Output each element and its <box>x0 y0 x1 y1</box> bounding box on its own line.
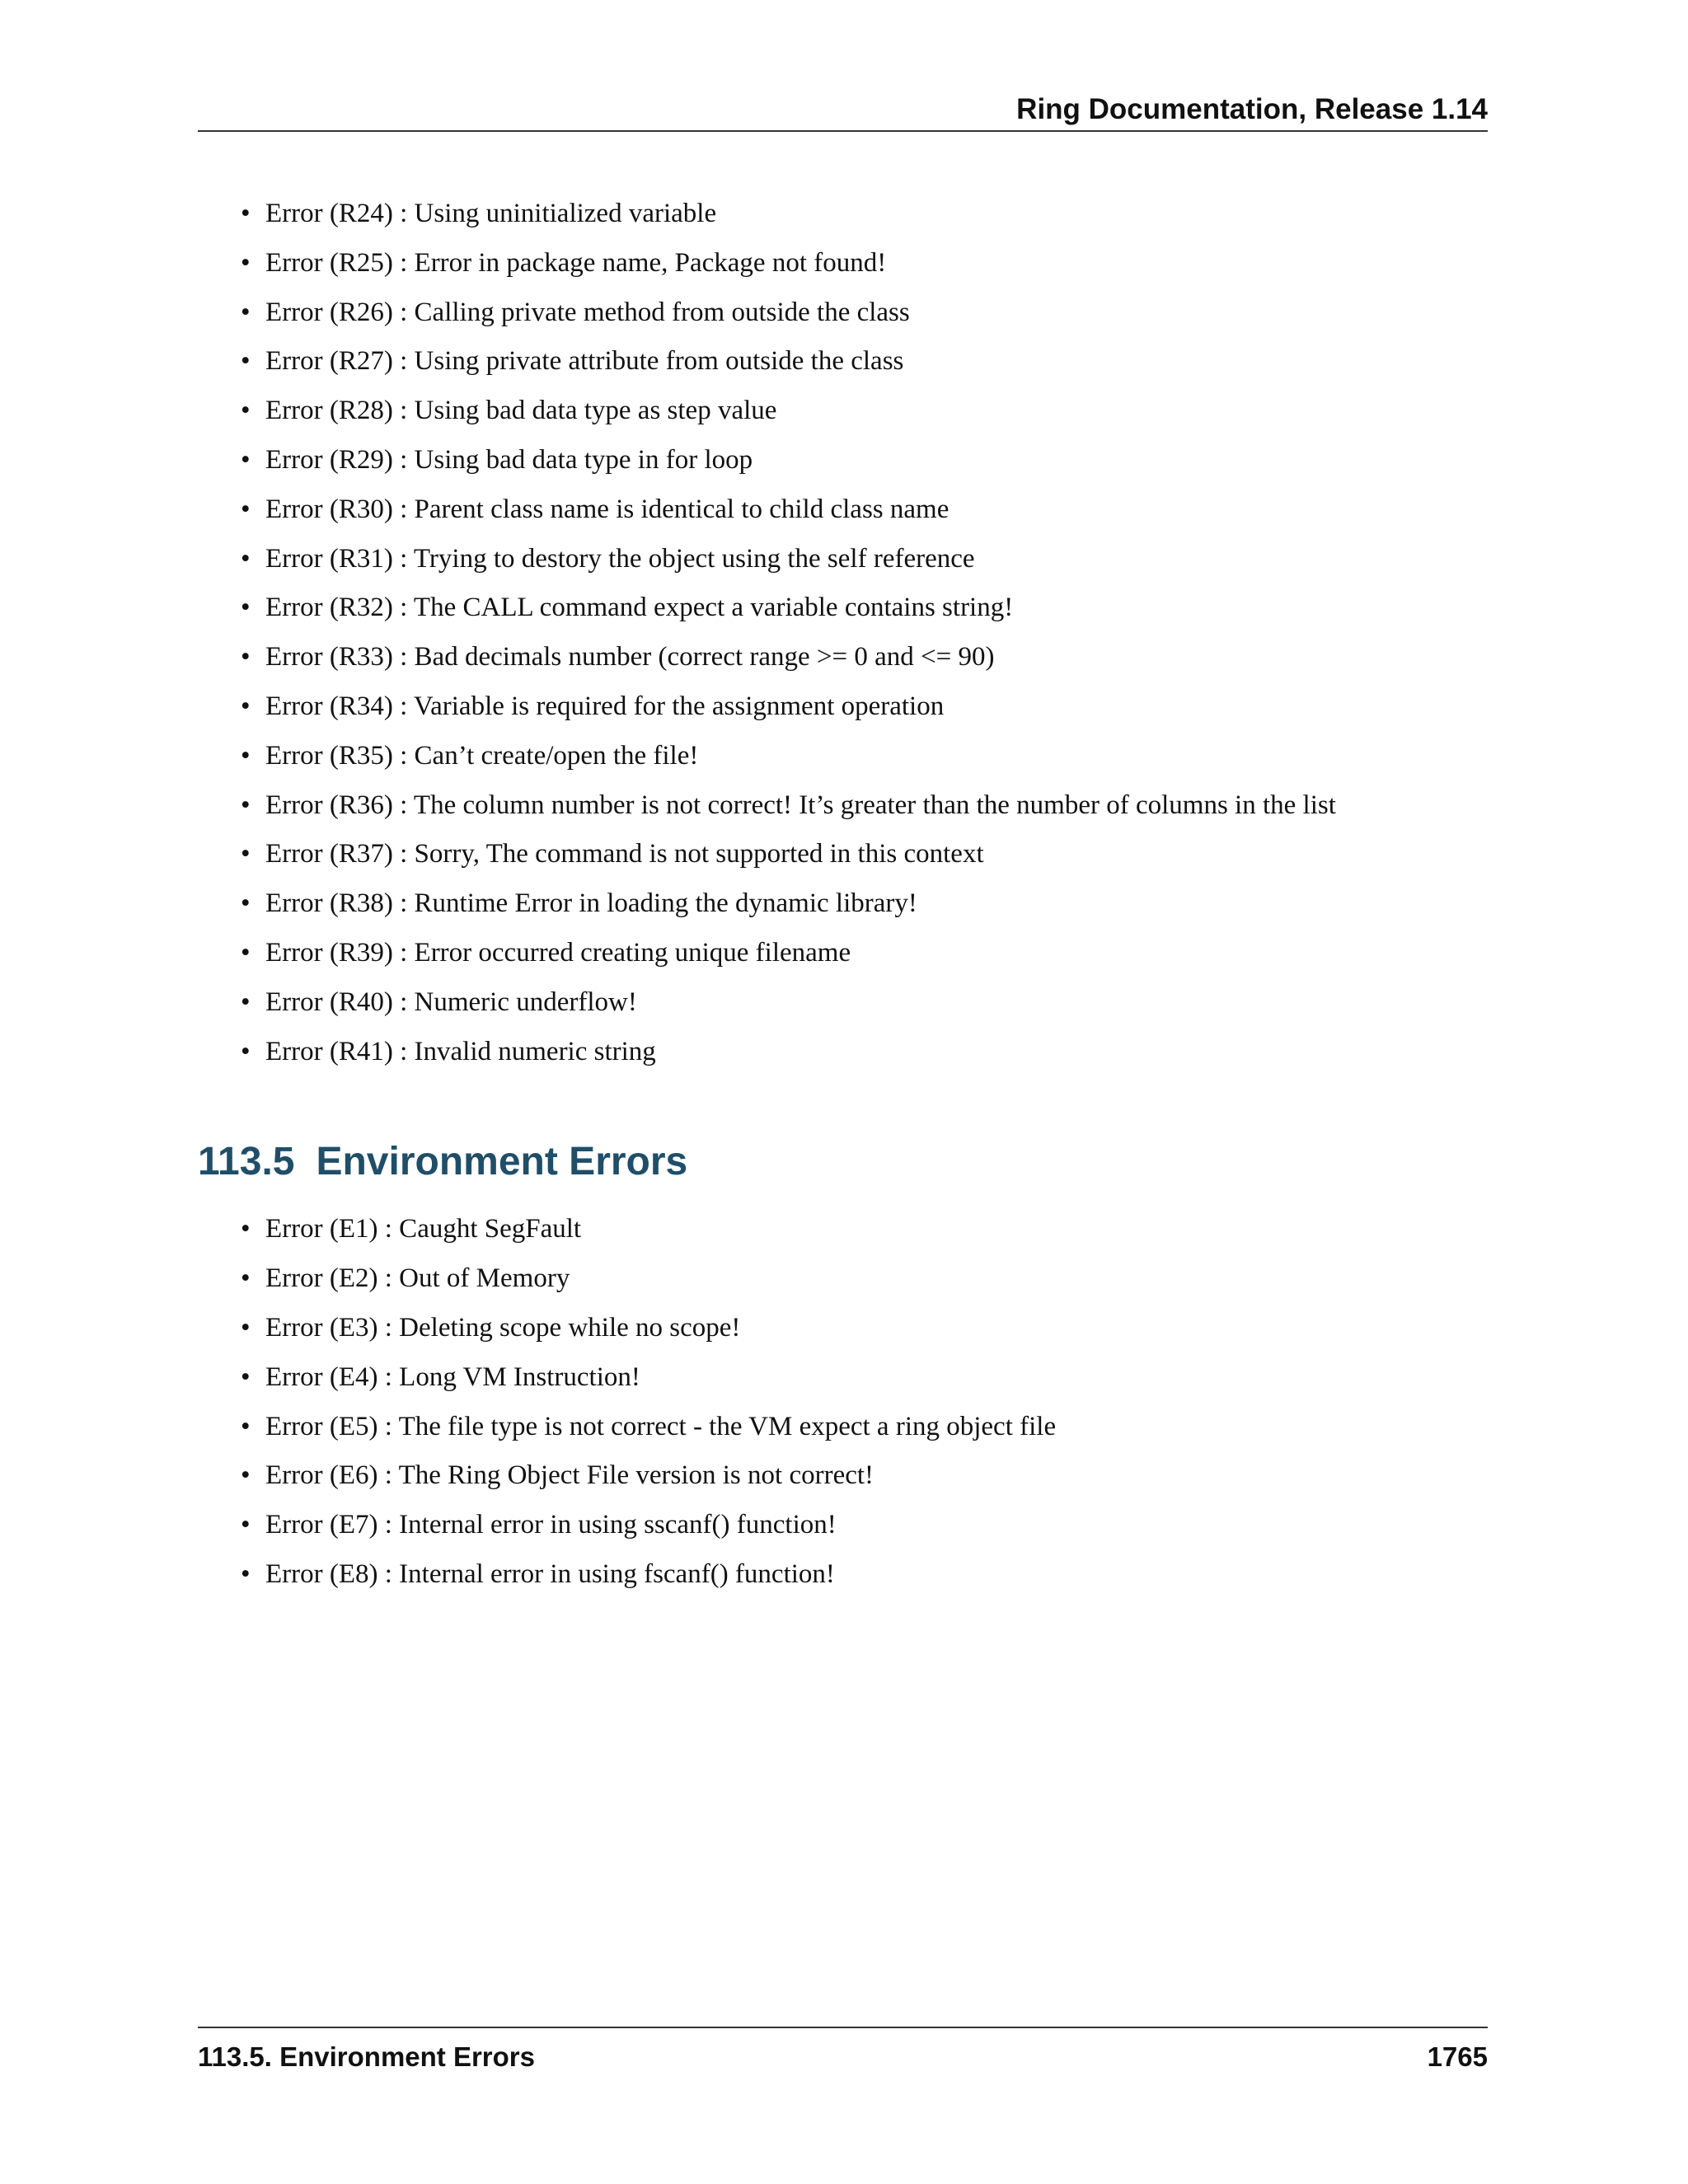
error-entry: Error (E4) : Long VM Instruction! <box>265 1361 640 1392</box>
error-entry: Error (R38) : Runtime Error in loading the dynamic library! <box>265 888 917 919</box>
error-entry: Error (R39) : Error occurred creating unique filename <box>265 937 851 968</box>
error-entry: Error (E5) : The file type is not correct - the VM expect a ring object file <box>265 1411 1057 1441</box>
bullet-icon: • <box>241 1411 251 1441</box>
page-header <box>198 92 1488 132</box>
bullet-icon: • <box>241 396 251 426</box>
list-item <box>198 633 1488 682</box>
error-entry: Error (E7) : Internal error in using sscanf() function! <box>265 1510 837 1540</box>
error-entry: Error (R28) : Using bad data type as step value <box>265 396 777 426</box>
list-item <box>198 1353 1488 1403</box>
list-item <box>198 583 1488 633</box>
list-item <box>198 239 1488 288</box>
bullet-icon: • <box>241 1510 251 1540</box>
bullet-icon: • <box>241 987 251 1017</box>
error-entry: Error (E6) : The Ring Object File version is not correct! <box>265 1460 874 1491</box>
list-item <box>198 1501 1488 1550</box>
error-entry: Error (R35) : Can’t create/open the file! <box>265 740 699 771</box>
error-entry: Error (R36) : The column number is not correct! It’s greater than the number of columns in the list <box>265 790 1336 820</box>
list-item <box>198 535 1488 584</box>
bullet-icon: • <box>241 543 251 574</box>
section-heading <box>198 1118 1488 1205</box>
error-entry: Error (E3) : Deleting scope while no scope! <box>265 1312 741 1343</box>
section-title: Environment Errors <box>316 1140 688 1184</box>
bullet-icon: • <box>241 937 251 968</box>
error-entry: Error (R29) : Using bad data type in for loop <box>265 444 753 475</box>
error-entry: Error (R25) : Error in package name, Package not found! <box>265 247 887 278</box>
bullet-icon: • <box>241 740 251 771</box>
bullet-icon: • <box>241 297 251 327</box>
bullet-icon: • <box>241 888 251 919</box>
list-item <box>198 1028 1488 1077</box>
list-item <box>198 337 1488 387</box>
environment-errors-list <box>198 1205 1488 1599</box>
list-item <box>198 485 1488 535</box>
error-entry: Error (E1) : Caught SegFault <box>265 1214 582 1244</box>
bullet-icon: • <box>241 691 251 721</box>
bullet-icon: • <box>241 642 251 673</box>
footer-section-label: 113.5. Environment Errors <box>198 2041 536 2072</box>
bullet-icon: • <box>241 494 251 524</box>
bullet-icon: • <box>241 247 251 278</box>
list-item <box>198 830 1488 879</box>
runtime-errors-list <box>198 190 1488 1076</box>
list-item <box>198 781 1488 831</box>
error-entry: Error (R24) : Using uninitialized variable <box>265 199 717 228</box>
bullet-icon: • <box>241 1312 251 1343</box>
section-number: 113.5 <box>198 1140 295 1184</box>
bullet-icon: • <box>241 346 251 377</box>
error-entry: Error (R37) : Sorry, The command is not supported in this context <box>265 839 984 869</box>
list-item <box>198 288 1488 338</box>
error-entry: Error (R30) : Parent class name is identical to child class name <box>265 494 950 524</box>
list-item <box>198 190 1488 239</box>
error-entry: Error (R33) : Bad decimals number (correct range >= 0 and <= 90) <box>265 642 995 673</box>
bullet-icon: • <box>241 1558 251 1589</box>
list-item <box>198 929 1488 978</box>
bullet-icon: • <box>241 199 251 228</box>
error-entry: Error (R32) : The CALL command expect a variable contains string! <box>265 593 1014 623</box>
error-entry: Error (R40) : Numeric underflow! <box>265 987 637 1017</box>
list-item <box>198 1403 1488 1452</box>
document-title: Ring Documentation, Release 1.14 <box>1016 93 1488 125</box>
list-item <box>198 1550 1488 1600</box>
list-item <box>198 1205 1488 1254</box>
error-entry: Error (E2) : Out of Memory <box>265 1263 570 1294</box>
error-entry: Error (R31) : Trying to destory the object using the self reference <box>265 543 975 574</box>
bullet-icon: • <box>241 444 251 475</box>
list-item <box>198 387 1488 436</box>
list-item <box>198 732 1488 781</box>
bullet-icon: • <box>241 1036 251 1066</box>
bullet-icon: • <box>241 839 251 869</box>
error-entry: Error (R26) : Calling private method from outside the class <box>265 297 910 327</box>
list-item <box>198 1451 1488 1501</box>
bullet-icon: • <box>241 790 251 820</box>
error-entry: Error (R41) : Invalid numeric string <box>265 1036 656 1066</box>
bullet-icon: • <box>241 593 251 623</box>
page-footer <box>198 2027 1488 2078</box>
list-item <box>198 1254 1488 1304</box>
bullet-icon: • <box>241 1214 251 1244</box>
list-item <box>198 436 1488 485</box>
page-number: 1765 <box>1427 2041 1488 2072</box>
list-item <box>198 978 1488 1028</box>
list-item <box>198 682 1488 732</box>
error-entry: Error (R34) : Variable is required for the assignment operation <box>265 691 945 721</box>
list-item <box>198 1304 1488 1353</box>
error-entry: Error (E8) : Internal error in using fscanf() function! <box>265 1558 835 1589</box>
page-content <box>198 190 1488 1600</box>
list-item <box>198 879 1488 929</box>
bullet-icon: • <box>241 1361 251 1392</box>
error-entry: Error (R27) : Using private attribute from outside the class <box>265 346 904 377</box>
bullet-icon: • <box>241 1460 251 1491</box>
bullet-icon: • <box>241 1263 251 1294</box>
